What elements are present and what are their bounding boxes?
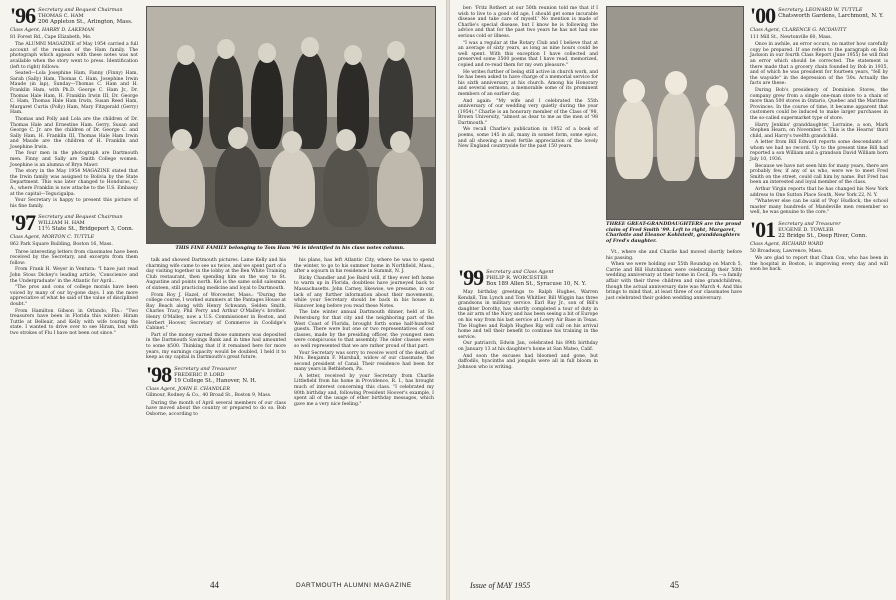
- paragraph: Part of the money earned those summers was deposited in the Dartmouth Savings Bank and in time had amounted to some $500. Thinking that if it remained here for more years, my earnings capacity would be doubled, I held it to keep as my capital in Dartmouth's great future.: [146, 332, 286, 361]
- class-heading-98: [146, 361, 286, 387]
- class-heading-97: [10, 210, 138, 236]
- paragraph: Seated—Lola Josephine Ham, Fanny (Finny) Ham, Sarah (Sally) Ham, Thomas C. Ham, Josephine Irwin Maude (in lap), Sunday—Thomas C. Ham and H. Franklin Ham, with Ph.D. George C. Ham Jr., Dr. Thomas Hale Ham, H. Franklin Irwin III, Dr. George C. Ham, Thomas Hale Ham Irwin, Susan Reed Ham, Margaret Curtis (Polly) Ham, Mary Fitzgerald (Gerry) Ham.: [10, 71, 138, 116]
- class-heading-99: [458, 265, 598, 290]
- secretary-role: Secretary and Treasurer: [174, 365, 237, 372]
- paragraph: A letter from Bill Edward reports some descendants of whom we had no record. Up to the present time Bill had reported a son William and a grandson David William born July 10, 1936.: [750, 140, 888, 163]
- paragraph: The story in the May 1954 MAGAZINE stated that the Irwin family was assigned to Bolivia by the State Department. This was later changed to Honduras, C. A., where Franklin is now attache to the U.S. Embassy at the capital—Tegucigalpa.: [10, 169, 138, 197]
- paragraph: Because we have not seen him for many years, there are probably few, if any of us who, were we to meet Fred Smith on the street, could call him by name. But Fred has been an interested and loyal member of the class.: [750, 163, 888, 186]
- left-column-1: [10, 3, 138, 338]
- paragraph: Vt., where she and Charlie had moved shortly before his passing.: [606, 250, 742, 261]
- paragraph: "The pros and cons of college morals have been voiced by many of our by-gone days. I am the more appreciative of what he said of the value of disciplined doubt.": [10, 285, 138, 307]
- person-figure: [251, 57, 283, 149]
- paragraph: A letter, received by your Secretary from Charlie Littlefield from his home in Providence, R. I., has brought much of interest concerning this class. "I celebrated my 80th birthday and, following President Hoover's example, I spent all of the usage of ether birthday messages, which gave me a very nice feeling.": [294, 373, 434, 407]
- girl-face: [665, 71, 687, 95]
- paragraph: From Roy J. Hazel, of Worcester, Mass.: "During the college course, I worked summers at the Pantages House at Bay Beach along with Henry Schwann, Selden Smith, Charles Tracy, Phil Perry and Arthur O'Malley's brother. Henry O'Malley, now a U.S. Commissioner in Boston, and Herbert Hoover, Secretary of Commerce in Coolidge's Cabinet.": [146, 292, 286, 332]
- paragraph: Once in awhile, an error occurs, no matter how carefully copy be prepared. If one refers to the paragraph on Bob Jackson in our fourth Class Report (June 1955) he will find an error which should be corrected. The statement is there made that a grocery chain founded by Bob in 1935, and of which he was president for fourteen years, "fell by the wayside" in the depression of the '30s. Actually the facts are these:: [750, 42, 888, 87]
- class-agent-address: 111 Mill St., Newtonville 60, Mass.: [750, 34, 832, 40]
- person-figure: [159, 147, 205, 227]
- secretary-address: Chatsworth Gardens, Larchmont, N. Y.: [778, 13, 884, 19]
- secretary-role: Secretary and Class Agent: [486, 269, 554, 275]
- class-agent: Class Agent, CLARENCE G. MCDAVITT: [750, 28, 847, 33]
- class-agent: Class Agent, MORTON C. TUTTLE: [10, 235, 95, 241]
- class-number: '00: [750, 3, 776, 28]
- girl-figure: [615, 99, 653, 179]
- person-face: [282, 131, 302, 153]
- right-column-3: [750, 3, 888, 274]
- paragraph: "Whatever else can be said of 'Pop' Hudlock, the school master many hundreds of Mandeville men remember so well, he was genuine to the core.": [750, 199, 888, 216]
- class-agent-address: Gilmour, Rodney & Co., 40 Broad St., Boston 9, Mass.: [146, 393, 272, 399]
- secretary-role: Secretary, LEONARD W. TUTTLE: [778, 7, 863, 13]
- secretary-role: Secretary and Bequest Chairman: [38, 7, 123, 13]
- class-heading-01: [750, 217, 888, 242]
- class-agent: Class Agent, JOHN E. CHANDLER: [146, 386, 230, 392]
- girl-face: [623, 79, 645, 103]
- paragraph: Our patriarch, Edwin Jan, celebrated his 89th birthday on January 13 at his daughter's home at San Mateo, Calif.: [458, 341, 598, 352]
- class-number: '97: [10, 210, 36, 236]
- paragraph: The late winter annual Dartmouth dinner, held at St. Petersburg for that city and the neighboring part of the West Coast of Florida, brought forth some half-hundred guests. There were but one or two representatives of our classes, made by the presiding officer, the youngest men were conspicuous to that assembly. The older classes were so well represented that we are rather proud of that part.: [294, 310, 434, 349]
- paragraph: Your Secretary is happy to present this picture of his fine family.: [10, 198, 138, 209]
- paragraph: We recall Charlie's publication in 1952 of a book of poems, some 145 in all, many in sonnet form, some epics, and all showing a most fertile appreciation of the lovely New England countryside for the past 150 years.: [458, 127, 598, 150]
- person-face: [177, 45, 195, 65]
- paragraph: Harry Jenkins' granddaughter, Lorraine, a son, Mark Stephen Hearn, on November 5. This is the Hearns' third child, and Harry's twelfth grandchild.: [750, 122, 888, 139]
- person-face: [301, 37, 319, 57]
- person-face: [336, 129, 356, 151]
- paragraph: Thomas and Polly and Lola are the children of Dr. Thomas Hale and Ernestine Ham. Gerry, Susan and George C. Jr. are the children of Dr. George C. and Sally Ham. H. Franklin III, Thomas Hale Ham Irwin and Maude are the children of H. Franklin and Josephine Irwin.: [10, 116, 138, 150]
- person-face: [258, 43, 276, 63]
- class-notes-00: [750, 42, 888, 216]
- girl-figure: [657, 91, 695, 181]
- left-column-3: [294, 258, 434, 408]
- class-heading-96: [10, 3, 138, 28]
- paragraph: ber: 'Fritz Rothert at our 50th reunion told me that if I wish to live to a good old age, I should get some incurable disease and take care of myself.' No mention is made of Charlie's special disease, but I know he is following the advice and that for the past two years he has not had one serious cold or illness.: [458, 6, 598, 39]
- class-notes-98: [146, 401, 286, 418]
- secretary-address: 11½ State St., Bridgeport 3, Conn.: [38, 226, 134, 233]
- secretary-name: FREDERIC P. LORD: [174, 371, 225, 378]
- paragraph: "I was a regular at the Rotary Club and I believe that at an average of sixty years, as long as nine hours could be well spent. With this exception I have collected and preserved some 3500 poems that I have read, memorized, copied and re-read them for my own pleasure.": [458, 40, 598, 68]
- paragraph: From Frank H. Weyer in Ventura: "I have just read John Stoss Dickey's leading article, 'Conscience and the Undergraduate' in the Atlantic for April...: [10, 267, 138, 284]
- class-agent-address: 862 Park Square Building, Boston 16, Mass.: [10, 242, 113, 247]
- class-notes-96: [10, 42, 138, 209]
- left-page: [0, 0, 446, 600]
- paragraph: And again: "My wife and I celebrated the 55th anniversary of our wedding very quietly during the year (1954)." Charlie is an honorary member of the Class of '98, Brown University, "almost as dear to me as the men of '98 Dartmouth.": [458, 98, 598, 126]
- paragraph: The ALUMNI MAGAZINE of May 1954 carried a full account of the reunion of the Ham family. The photograph which appears with these notes was not available when the story went to press. Identification (left to right) follows:: [10, 42, 138, 70]
- family-photo: [146, 6, 436, 244]
- class-agent-address: 81 Forest Rd., Cape Elizabeth, Me.: [10, 34, 92, 40]
- person-figure: [323, 147, 369, 227]
- right-column-2: [606, 250, 742, 302]
- granddaughters-photo: [606, 6, 744, 220]
- person-face: [228, 127, 248, 149]
- class-heading-00: [750, 3, 888, 28]
- person-face: [344, 45, 362, 65]
- class-notes-01: [750, 256, 888, 273]
- class-number: '96: [10, 3, 36, 28]
- person-face: [390, 131, 410, 153]
- class-notes-99: [458, 290, 598, 370]
- person-face: [172, 129, 192, 151]
- secretary-address: Box 189 Allen St., Syracuse 10, N. Y.: [486, 281, 587, 287]
- paragraph: Ricky Chandler and Joe Baird will, if they ever left home to warm up in Florida, doubtless have journeyed back to Massachusetts. John Carney, likewise, we presume, in our lack of any further information about their movements, while your Secretary should be back in his house in Hanover long before you read these Notes.: [294, 275, 434, 309]
- paragraph: From Hamilton Gibson in Orlando, Fla.: "Two treasurers have been in Florida this winter: Hiram Tuttle at Belleair, and Kelly with wife touring the state. I wanted to drive over to see Hiram, but with two strokes of Flu I have not been out since.": [10, 308, 138, 336]
- class-number: '01: [750, 217, 776, 242]
- class-agent-address: 50 Broadway, Lawrence, Mass.: [750, 248, 823, 254]
- paragraph: We are glad to report that Chan Cox, who has been in the hospital in Boston, is improving every day and will soon be back.: [750, 256, 888, 273]
- secretary-name: EUGENE D. TOWLER: [778, 227, 834, 233]
- person-face: [387, 41, 405, 61]
- class-number: '98: [146, 361, 172, 387]
- paragraph: During Bob's presidency of Dominion Stores, the company grew from a single one-man store to a chain of more than 500 stores in Ontario, Quebec and the Maritime Provinces. In the course of time, it became apparent that customers could be induced to make larger purchases in the so-called supermarket type of store.: [750, 87, 888, 121]
- left-column-2: [146, 258, 286, 419]
- person-figure: [215, 145, 261, 227]
- magazine-title: DARTMOUTH ALUMNI MAGAZINE: [296, 582, 412, 589]
- person-figure: [269, 149, 315, 227]
- page-number-right: 45: [670, 580, 679, 590]
- secretary-address: 22 Bridge St., Deep River, Conn.: [778, 233, 868, 239]
- paragraph: The four men in the photograph are Dartmouth men. Finny and Sally are Smith College women. Josephine is an alumna of Bryn Mawr.: [10, 151, 138, 168]
- paragraph: He writes further of being still active in church work, and he has been asked to have charge of a memorial service for his sixth anniversary at his church. Among his Honorary and several sermons, a memorable some of its prominent members of an earlier day.: [458, 69, 598, 97]
- class-notes-97: [10, 250, 138, 337]
- secretary-name: THOMAS C. HAM: [38, 13, 84, 19]
- class-agent: Class Agent, HARRY D. LAKEMAN: [10, 28, 95, 33]
- paragraph: During the month of April several members of our class have moved about the country or prepared to do so. Bob Osborne, according to: [146, 400, 286, 418]
- family-photo-caption: THIS FINE FAMILY belonging to Tom Ham '96 is identified in his class notes column.: [175, 245, 405, 251]
- secretary-name: WILLIAM H. HAM: [38, 220, 85, 227]
- page-number-left: 44: [210, 580, 219, 590]
- right-column-1-lower: [458, 265, 598, 371]
- secretary-role: Secretary and Treasurer: [778, 221, 841, 227]
- class-number: '99: [458, 265, 484, 290]
- paragraph: And soon the excuses had bloomed and gone, but daffodils, hyacinths and jonquils were all in full bloom in Johnson who is writing.: [458, 353, 598, 370]
- issue-label: Issue of MAY 1955: [470, 581, 531, 590]
- right-page: [450, 0, 896, 600]
- paragraph: his plans, has left Atlantic City, where he was to spend the winter, to go to his summer home in Northfield, Mass., after a sojourn in his residence in Summit, N. J.: [294, 258, 434, 275]
- paragraph: May birthday greetings to Ralph Hughes, Warren Kendall, Tim Lynch and Tom Whitlier. Bill Wiggin has three grandsons in military service. Earl Ray Jr., son of Bill's daughter Dorothy, has shortly completed a tour of duty in the air arm of the Navy and has been seeing a bit of Europe on his way from his last service at Lowry Air Base in Texas. The Hughes and Ralph Hughes Rip will call on his arrival home and tell their benefit to continue his training in the service.: [458, 290, 598, 340]
- secretary-address: 19 College St., Hanover, N. H.: [174, 377, 257, 384]
- secretary-role: Secretary and Bequest Chairman: [38, 214, 123, 221]
- person-figure: [377, 149, 423, 227]
- granddaughters-photo-caption: THREE GREAT-GRANDDAUGHTERS are the proud claim of Fred Smith '99. Left to right, Margaret, Charlotte and Eleanor Kohlstedt, granddaughters of Fred's daughter.: [606, 221, 742, 244]
- secretary-name: PHILIP R. WORCESTER: [486, 275, 548, 281]
- paragraph: Three interesting letters from classmates have been received by the Secretary, and excerpts from them follow:: [10, 249, 138, 266]
- person-face: [217, 39, 235, 59]
- paragraph: Arthur Virgin reports that he has changed his New York address to One Sutton Place South, New York 22, N. Y.: [750, 187, 888, 198]
- paragraph: talk and showed Dartmouth pictures. Lame Kelly and his charming wife came to see us twice, and we spent part of a day visiting together in the lobby at the Ben White Training Club restaurant, then spending him on the way to St. Augustine and points north. Kel is the same solid salesman of sixteen, still practicing medicine and loyal to Dartmouth.: [146, 258, 286, 291]
- class-agent: Class Agent, RICHARD WARD: [750, 242, 824, 247]
- paragraph: Your Secretary was sorry to receive word of the death of Mrs. Benjamin F. Marshall, widow of our classmate, the second president of Canal. Their residence had been for many years in Bethlehem, Pa.: [294, 350, 434, 373]
- secretary-address: 206 Appleton St., Arlington, Mass.: [38, 19, 133, 25]
- right-column-1: [458, 6, 598, 151]
- girl-face: [706, 85, 728, 107]
- paragraph: When we were holding our 55th Roundup on March 5, Carrie and Bill Hutchinson were celebrating their 50th wedding anniversary at their home in Cecil, Pa.—a family affair with their three children and nine grandchildren, though the actual anniversary date was March 4. And this brings to mind that, at least three of our classmates have just celebrated their golden wedding anniversary.: [606, 262, 742, 301]
- girl-figure: [699, 103, 735, 179]
